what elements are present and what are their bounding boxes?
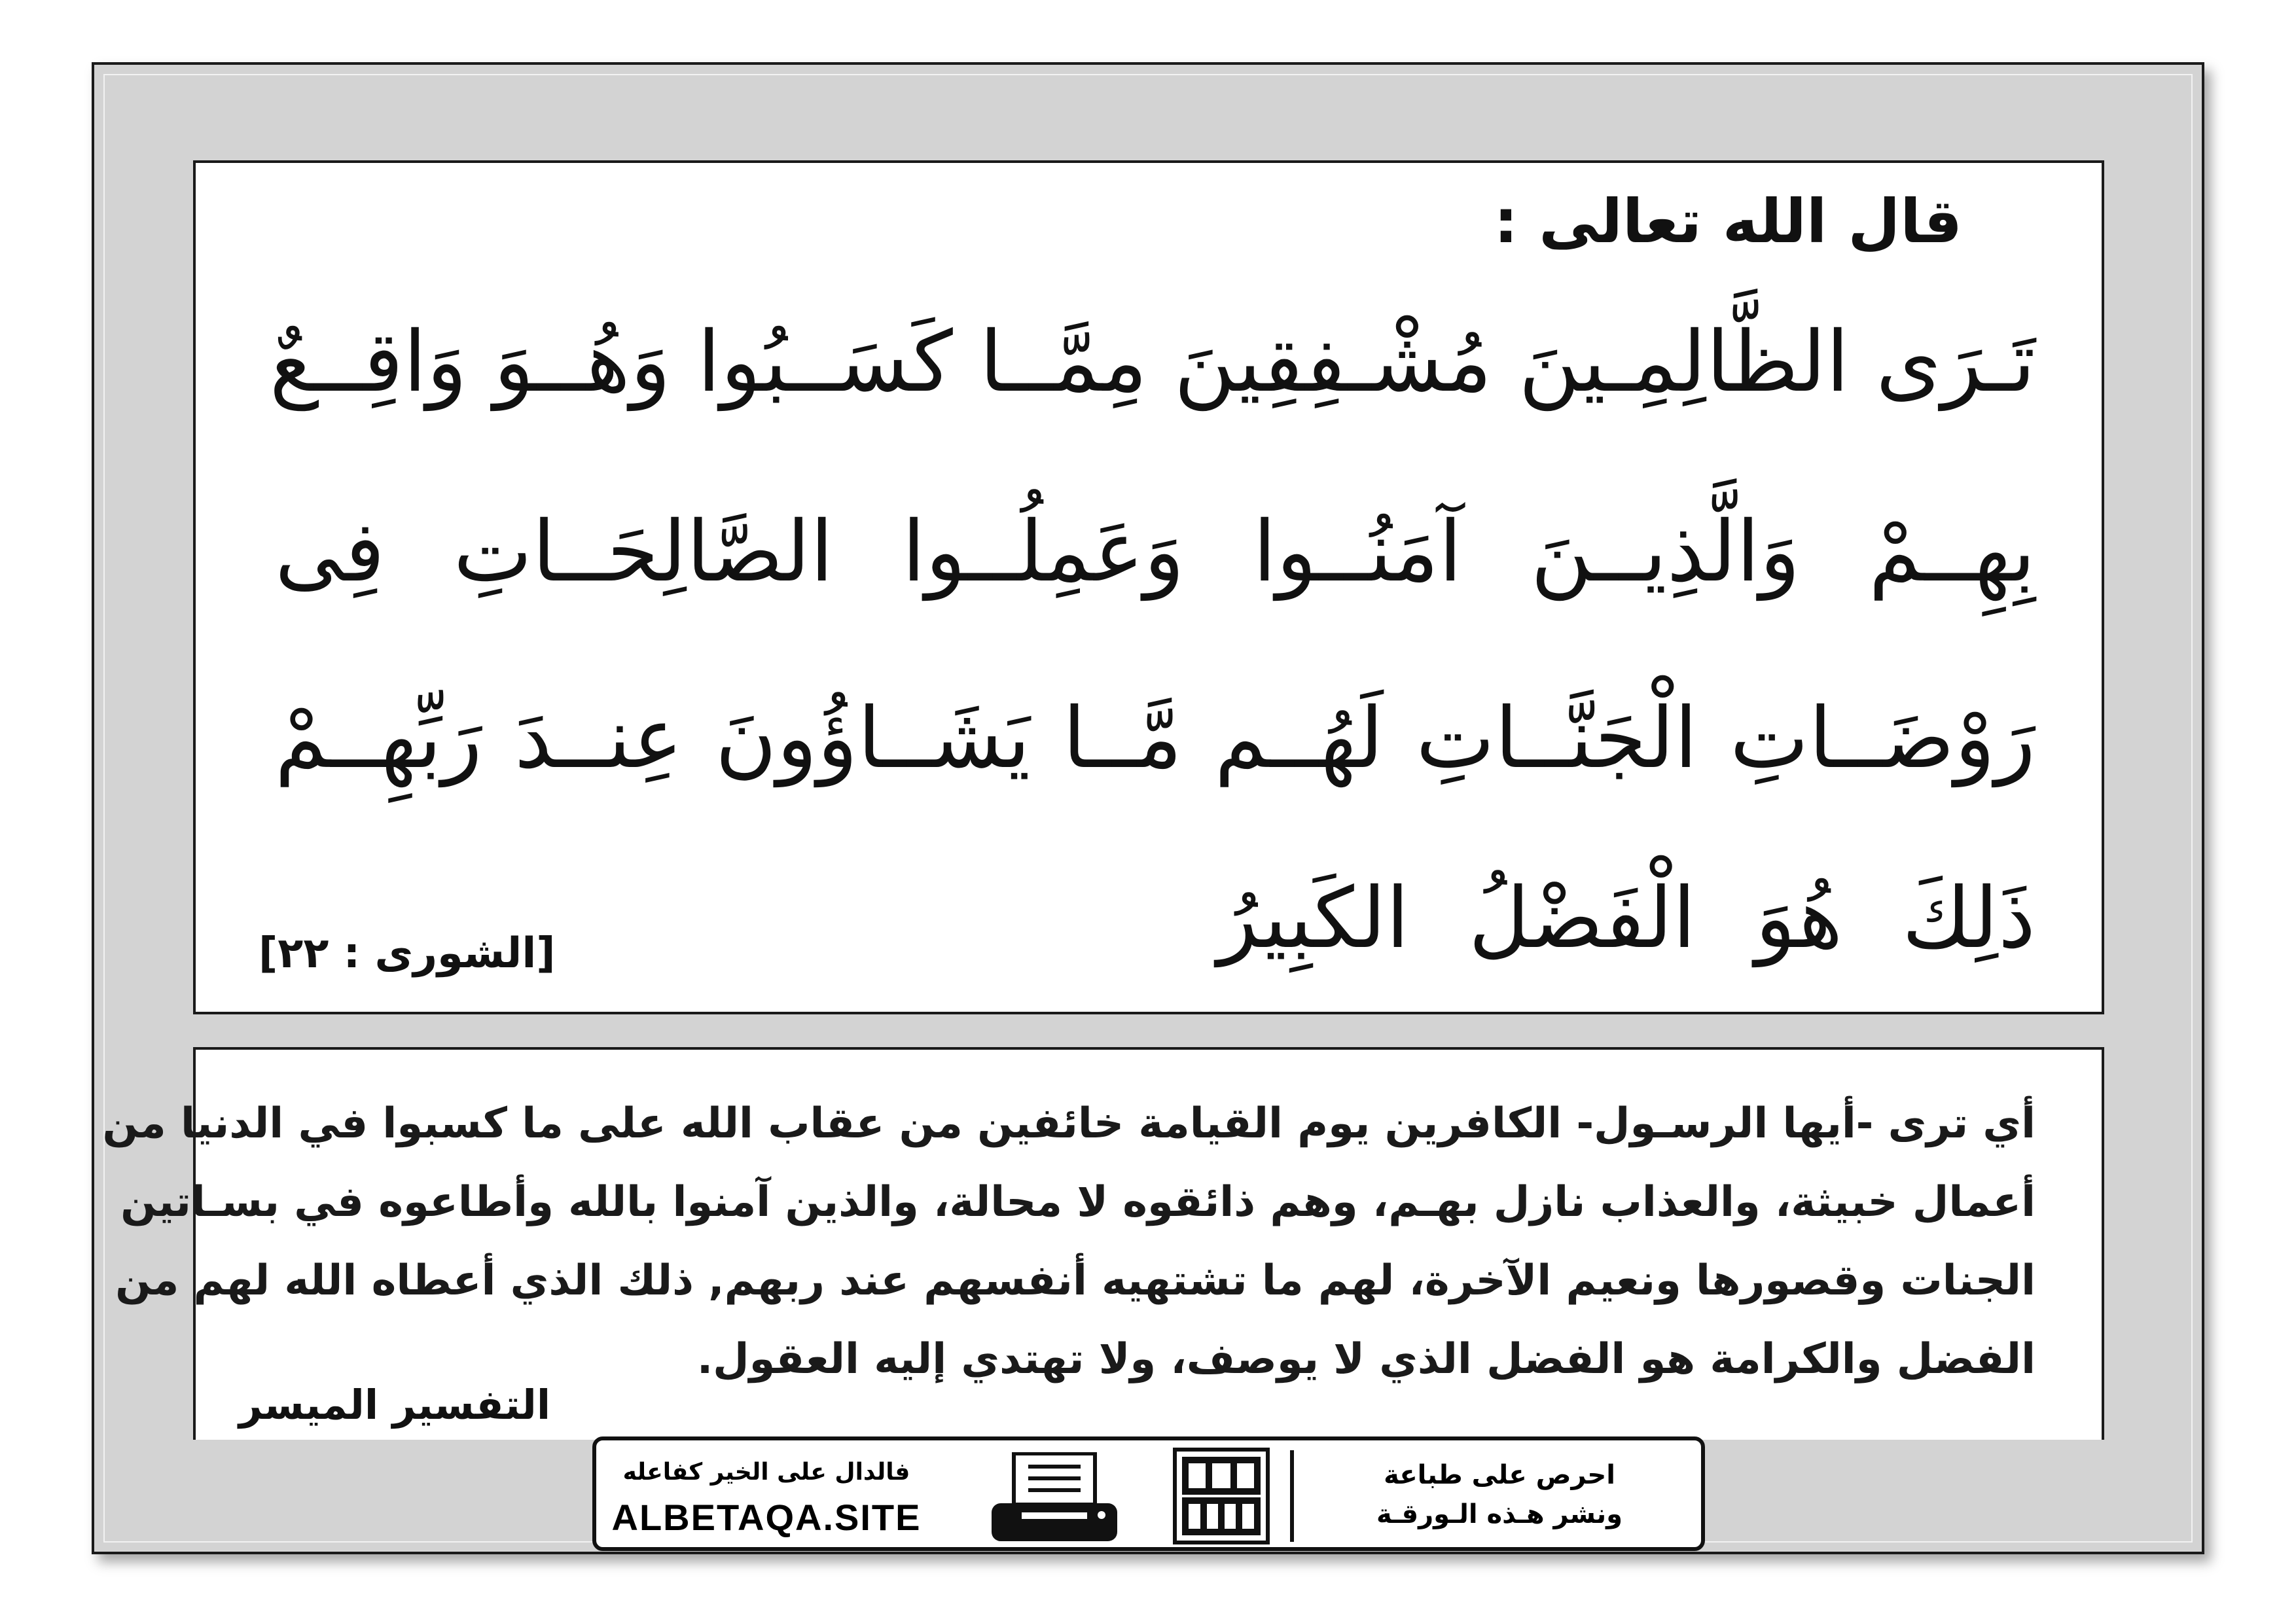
footer-bar xyxy=(592,1436,1705,1551)
verse-intro: قال الله تعالى : xyxy=(1494,187,1962,257)
urge-line-2: ونشر هـذه الـورقـة xyxy=(1376,1499,1623,1529)
surah-reference: [الشورى : ٢٢] xyxy=(259,929,556,978)
urge-box xyxy=(1303,1440,1696,1547)
site-box xyxy=(596,1440,937,1547)
tafsir-line-4: الفضل والكرامة هو الفضل الذي لا يوصف، ولا تهتدي إليه العقول. xyxy=(696,1335,2036,1383)
tafsir-line-3: الجنات وقصورها ونعيم الآخرة، لهم ما تشتهيه أنفسهم عند ربهم, ذلك الذي أعطاه الله لهم من xyxy=(115,1257,2036,1305)
dawat-alwaraqa-logo xyxy=(1172,1447,1270,1545)
verse-line-3: رَوْضَــاتِ الْجَنَّــاتِ لَهُــم مَّــا يَشَــاؤُونَ عِنــدَ رَبِّهِــمْ xyxy=(275,690,2036,787)
tafsir-line-2: أعمال خبيثة، والعذاب نازل بهـم، وهم ذائقوه لا محالة، والذين آمنوا بالله وأطاعوه في بسـاتين xyxy=(120,1178,2036,1226)
urge-line-1: احرص على طباعة xyxy=(1384,1460,1615,1490)
printer-icon xyxy=(989,1452,1120,1544)
tafsir-source: التفسير الميسر xyxy=(239,1381,551,1429)
tafsir-line-1: أي ترى -أيها الرسـول- الكافرين يوم القيامة خائفين من عقاب الله على ما كسبوا في الدنيا من xyxy=(102,1099,2036,1148)
share-label: فالدال على الخير كفاعله xyxy=(622,1459,910,1486)
footer-divider xyxy=(1290,1450,1294,1542)
verse-line-1: تَـرَى الظَّالِمِـينَ مُشْـفِقِينَ مِمَّــا كَسَــبُوا وَهُــوَ وَاقِــعٌ xyxy=(269,313,2036,411)
site-url-link[interactable]: ALBETAQA.SITE xyxy=(611,1497,922,1538)
verse-line-2: بِهِــمْ وَالَّذِيــنَ آمَنُــوا وَعَمِلُــوا الصَّالِحَــاتِ فِى xyxy=(275,503,2036,601)
verse-line-4: ذَلِكَ هُوَ الْفَضْلُ الكَبِيرُ xyxy=(1217,870,2036,967)
